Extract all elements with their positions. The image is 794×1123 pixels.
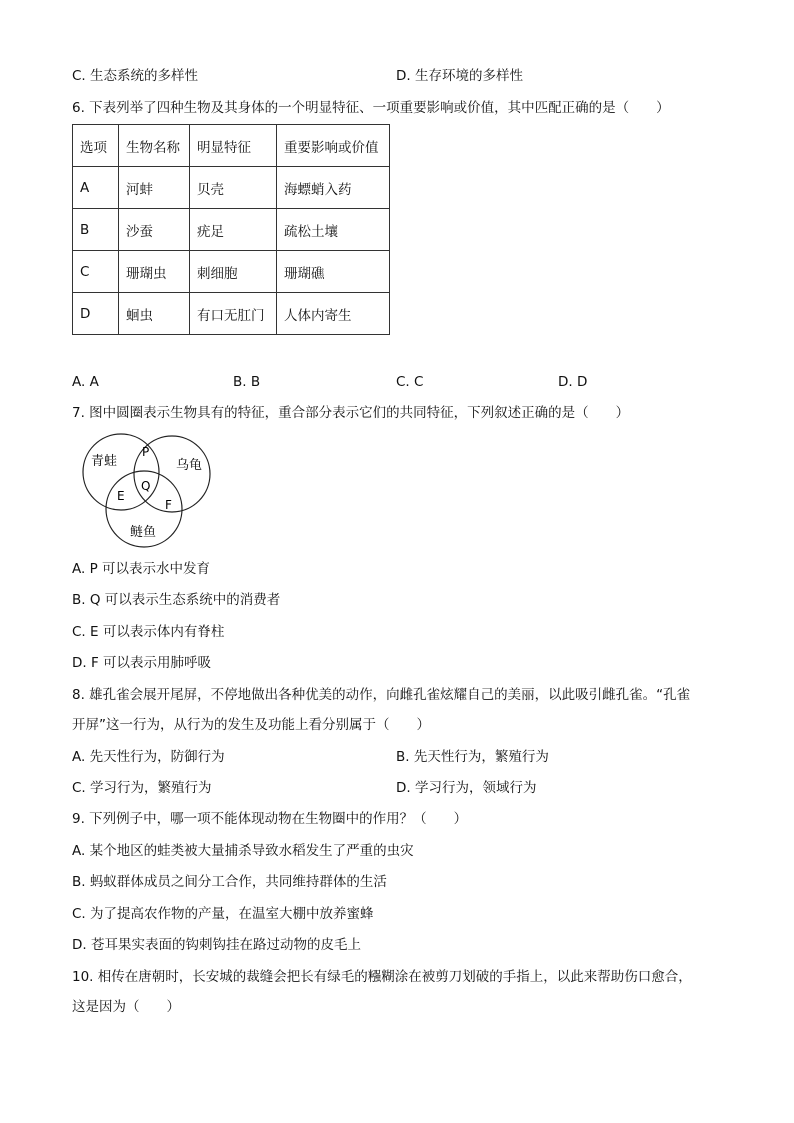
q7-option-b: B. Q 可以表示生态系统中的消费者 bbox=[72, 592, 281, 608]
q6-option-c: C. C bbox=[396, 374, 424, 390]
q5-option-d: D. 生存环境的多样性 bbox=[396, 68, 523, 84]
q8-option-b: B. 先天性行为，繁殖行为 bbox=[396, 749, 549, 765]
venn-label-frog: 青蛙 bbox=[91, 454, 118, 469]
table-cell: 人体内寄生 bbox=[277, 293, 390, 335]
q6-stem: 6. 下表列举了四种生物及其身体的一个明显特征、一项重要影响或价值，其中匹配正确的是（ ） bbox=[72, 100, 670, 116]
q6-table bbox=[72, 124, 390, 335]
venn-region-q: Q bbox=[141, 479, 151, 493]
q8-stem-line2: 开屏”这一行为，从行为的发生及功能上看分别属于（ ） bbox=[72, 717, 430, 733]
q9-stem: 9. 下列例子中，哪一项不能体现动物在生物圈中的作用？（ ） bbox=[72, 811, 468, 827]
table-header-row bbox=[73, 125, 390, 167]
q6-option-b: B. B bbox=[233, 374, 261, 390]
q8-option-a: A. 先天性行为，防御行为 bbox=[72, 749, 225, 765]
table-row bbox=[73, 209, 390, 251]
q9-option-c: C. 为了提高农作物的产量，在温室大棚中放养蜜蜂 bbox=[72, 906, 374, 922]
q10-stem-line2: 这是因为（ ） bbox=[72, 999, 180, 1015]
table-cell: A bbox=[73, 167, 119, 209]
table-cell: 沙蚕 bbox=[119, 209, 190, 251]
table-cell: 河蚌 bbox=[119, 167, 190, 209]
q6-option-a: A. A bbox=[72, 374, 99, 390]
q9-option-b: B. 蚂蚁群体成员之间分工合作，共同维持群体的生活 bbox=[72, 874, 387, 890]
q9-option-d: D. 苍耳果实表面的钩刺钩挂在路过动物的皮毛上 bbox=[72, 937, 361, 953]
q9-option-a: A. 某个地区的蛙类被大量捕杀导致水稻发生了严重的虫灾 bbox=[72, 843, 414, 859]
venn-label-turtle: 乌龟 bbox=[176, 458, 203, 473]
q8-option-d: D. 学习行为，领域行为 bbox=[396, 780, 537, 796]
table-header-cell: 明显特征 bbox=[190, 125, 277, 167]
q10-stem-line1: 10. 相传在唐朝时，长安城的裁缝会把长有绿毛的糨糊涂在被剪刀划破的手指上，以此来帮助伤口愈合， bbox=[72, 969, 692, 985]
table-row bbox=[73, 251, 390, 293]
q7-option-a: A. P 可以表示水中发育 bbox=[72, 561, 211, 577]
table-cell: C bbox=[73, 251, 119, 293]
table-cell: B bbox=[73, 209, 119, 251]
venn-region-f: F bbox=[165, 498, 172, 512]
table-cell: 刺细胞 bbox=[190, 251, 277, 293]
venn-region-p: P bbox=[142, 445, 150, 459]
table-cell: 疏松土壤 bbox=[277, 209, 390, 251]
table-header-cell: 生物名称 bbox=[119, 125, 190, 167]
table-cell: D bbox=[73, 293, 119, 335]
q7-option-d: D. F 可以表示用肺呼吸 bbox=[72, 655, 212, 671]
q8-option-c: C. 学习行为，繁殖行为 bbox=[72, 780, 212, 796]
q8-stem-line1: 8. 雄孔雀会展开尾屏，不停地做出各种优美的动作，向雌孔雀炫耀自己的美丽，以此吸引雌孔雀。“孔雀 bbox=[72, 687, 691, 703]
table-cell: 有口无肛门 bbox=[190, 293, 277, 335]
q7-option-c: C. E 可以表示体内有脊柱 bbox=[72, 624, 225, 640]
table-header-cell: 选项 bbox=[73, 125, 119, 167]
q7-stem: 7. 图中圆圈表示生物具有的特征，重合部分表示它们的共同特征，下列叙述正确的是（ ） bbox=[72, 405, 630, 421]
table-row bbox=[73, 293, 390, 335]
table-header-cell: 重要影响或价值 bbox=[277, 125, 390, 167]
table-cell: 珊瑚虫 bbox=[119, 251, 190, 293]
table-cell: 珊瑚礁 bbox=[277, 251, 390, 293]
table-cell: 蛔虫 bbox=[119, 293, 190, 335]
table-cell: 海螵蛸入药 bbox=[277, 167, 390, 209]
venn-label-fish: 鲢鱼 bbox=[130, 525, 157, 540]
q5-option-c: C. 生态系统的多样性 bbox=[72, 68, 199, 84]
table-row bbox=[73, 167, 390, 209]
table-cell: 贝壳 bbox=[190, 167, 277, 209]
venn-diagram bbox=[78, 432, 218, 552]
venn-region-e: E bbox=[117, 489, 125, 503]
q6-option-d: D. D bbox=[558, 374, 588, 390]
table-cell: 疣足 bbox=[190, 209, 277, 251]
